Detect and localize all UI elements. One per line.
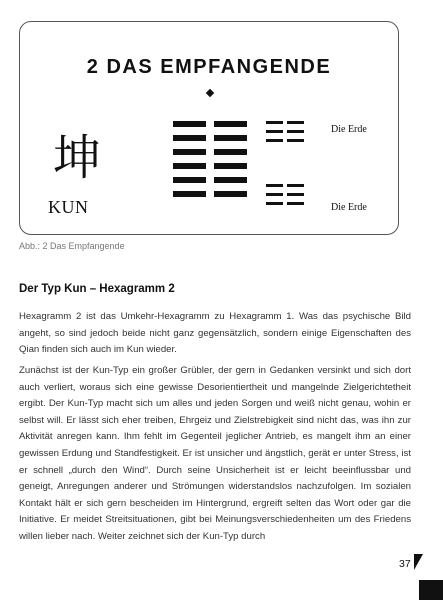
trigram-top-line-segment <box>266 130 283 133</box>
trigram-top-line <box>266 139 304 142</box>
trigram-bottom-line <box>266 193 304 196</box>
hexagram-figure-card <box>19 21 399 235</box>
trigram-top-line-segment <box>266 121 283 124</box>
trigram-top-line-segment <box>287 139 304 142</box>
hexagram-line-segment <box>173 177 206 183</box>
hexagram-line-segment <box>173 135 206 141</box>
trigram-bottom-line-segment <box>287 184 304 187</box>
paragraph-1: Hexagramm 2 ist das Umkehr-Hexagramm zu Hexagramm 1. Was das psychische Bild angeht, so sind jedoch beide nicht ganz gegensätzlich, sondern einige Eigenschaften des Qian finden sich auch im Kun wieder. <box>19 311 411 356</box>
hexagram-line <box>173 149 247 155</box>
trigram-bottom-earth-icon <box>266 184 304 211</box>
hexagram-line <box>173 163 247 169</box>
hexagram-line-segment <box>214 191 247 197</box>
trigram-bottom-line-segment <box>266 184 283 187</box>
trigram-bottom-line <box>266 184 304 187</box>
trigram-bottom-line-segment <box>287 193 304 196</box>
hexagram-line-segment <box>173 121 206 127</box>
romanization-label: KUN <box>48 197 89 217</box>
hexagram-line <box>173 121 247 127</box>
trigram-top-line <box>266 121 304 124</box>
hexagram-line-segment <box>214 163 247 169</box>
hexagram-kun-icon <box>173 121 247 205</box>
diamond-ornament-icon <box>206 89 214 97</box>
trigram-bottom-line-segment <box>266 202 283 205</box>
trigram-top-label: Die Erde <box>331 124 367 135</box>
trigram-bottom-line-segment <box>266 193 283 196</box>
hexagram-line <box>173 135 247 141</box>
hexagram-line-segment <box>214 149 247 155</box>
hexagram-line <box>173 177 247 183</box>
trigram-top-line-segment <box>287 121 304 124</box>
chinese-character: 坤 <box>53 130 102 186</box>
trigram-bottom-label: Die Erde <box>331 202 367 213</box>
hexagram-line-segment <box>214 177 247 183</box>
trigram-top-line-segment <box>266 139 283 142</box>
hexagram-line-segment <box>214 135 247 141</box>
hexagram-line-segment <box>173 191 206 197</box>
section-heading: Der Typ Kun – Hexagramm 2 <box>19 283 175 295</box>
trigram-top-line <box>266 130 304 133</box>
trigram-bottom-line-segment <box>287 202 304 205</box>
paragraph-2: Zunächst ist der Kun-Typ ein großer Grübler, der gern in Gedanken versinkt und sich dort auch verliert, woraus sich eine gewisse Desorientiertheit und mangelnde Zielgerichtetheit ergibt. Der Kun-Typ macht sich um alles und jeden Sorgen und weiß nicht genau, wohin er selbst will. Er lässt sich eher treiben, Ehrgeiz und Zielstrebigkeit sind nicht das, was ihn zur Aktivität anregen kann. Ihm fehlt im Gegenteil jeglicher Antrieb, es mangelt ihm an einer gewissen Erdung und Standfestigkeit. Er ist unsicher und ängstlich, gerät er unter Stress, ist er schnell „durch den Wind“. Durch seine Unsicherheit ist er leicht beeinflussbar und geneigt, Anregungen anderer und Strömungen widerstandslos nachzufolgen. Im sozialen Kontakt hält er sich gern bescheiden im Hintergrund, ergreift selten das Wort oder gar die Initiative. Er meidet Streitsituationen, gibt bei Meinungsverschiedenheiten um des Friedens willen lieber nach. Weiter zeichnet sich der Kun-Typ durch <box>19 365 411 542</box>
hexagram-line-segment <box>173 163 206 169</box>
hexagram-line-segment <box>173 149 206 155</box>
page-number: 37 <box>399 558 411 570</box>
trigram-bottom-line <box>266 202 304 205</box>
hexagram-line-segment <box>214 121 247 127</box>
trigram-top-earth-icon <box>266 121 304 148</box>
figure-caption: Abb.: 2 Das Empfangende <box>19 241 125 251</box>
figure-title: 2 DAS EMPFANGENDE <box>86 56 332 78</box>
trigram-top-line-segment <box>287 130 304 133</box>
hexagram-line <box>173 191 247 197</box>
page-corner-marker-icon <box>414 554 423 570</box>
page-edge-bar <box>419 580 443 600</box>
